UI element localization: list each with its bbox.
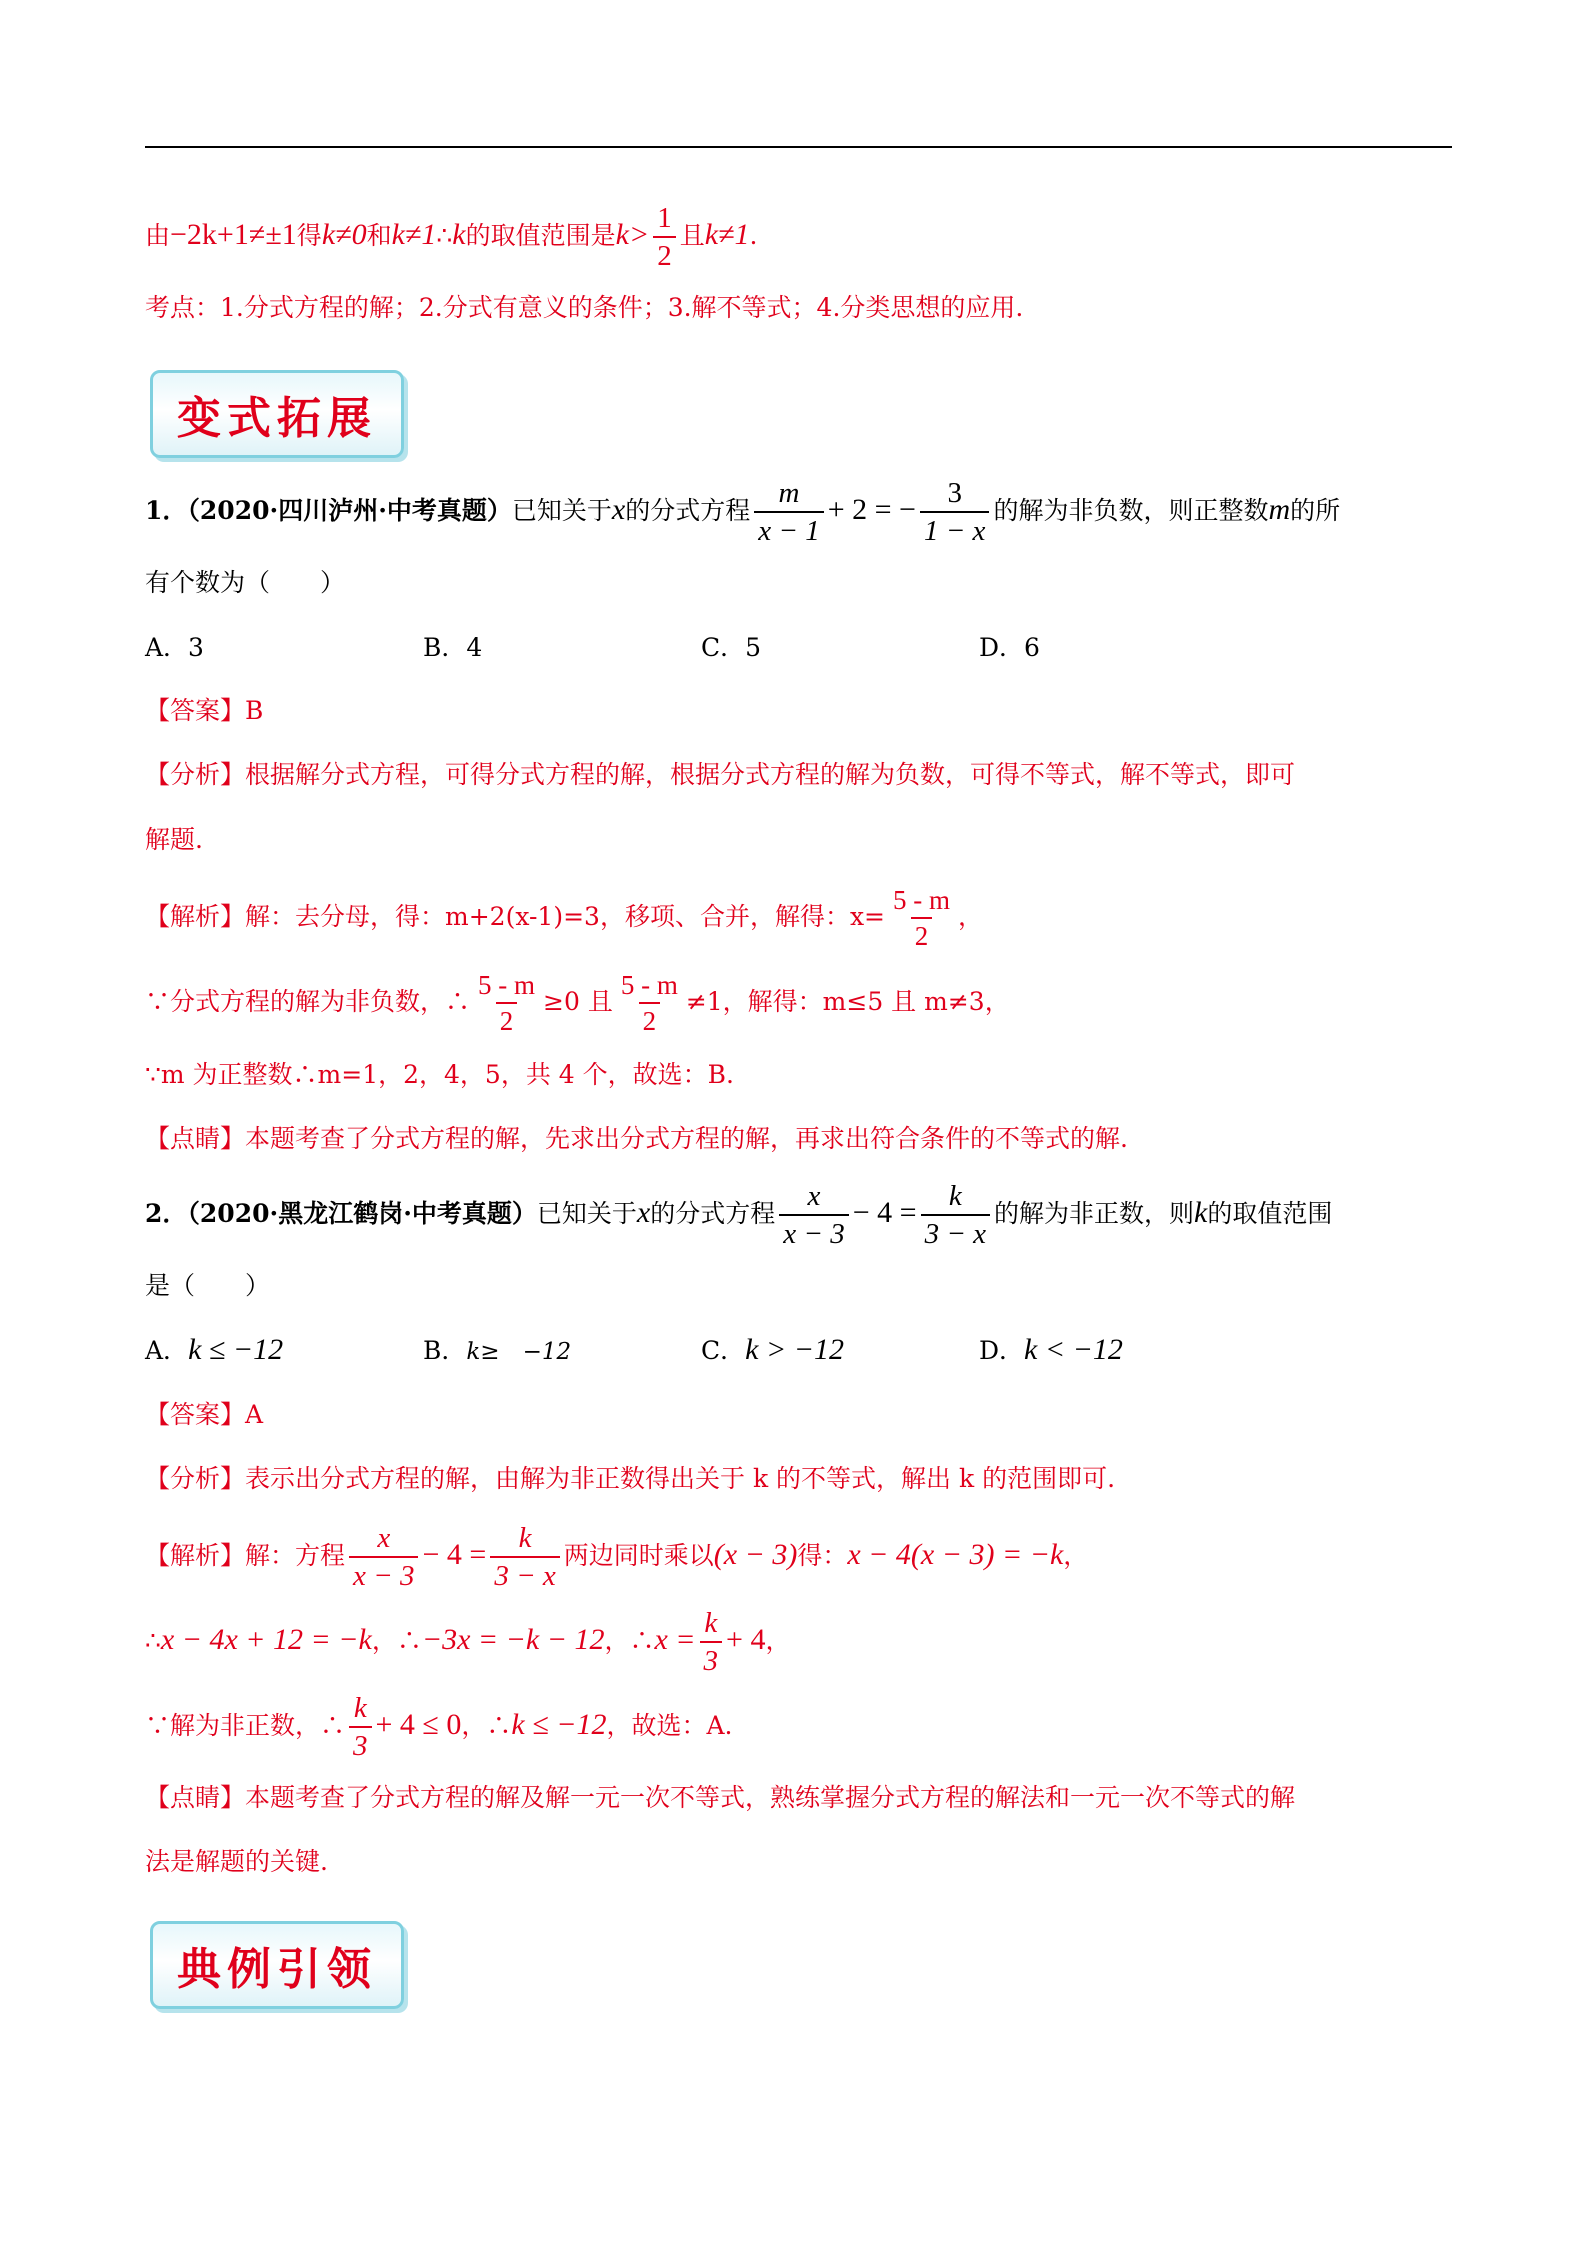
jiexi-expr: + 4 ≤ 0 [375,1708,462,1741]
jiexi-expr: k ≤ −12 [511,1708,607,1741]
q1-jiexi-fraction [617,972,682,1035]
q2-options [145,1332,1257,1372]
jiexi-text: ， [958,902,984,931]
q2-jiexi-line-1 [145,1515,1088,1595]
q1-jiexi-fraction [474,972,539,1035]
jiexi-text: 解：去分母，得：m+2(x-1)=3，移项、合并，解得：x= [245,902,885,931]
option-expr: k≥ −12 [466,1339,572,1365]
fraction-denominator: 3 [349,1726,372,1761]
dianjing-tag: 【点睛】 [145,1783,246,1812]
intro-text: . [749,221,758,250]
jiexi-text: 得： [797,1541,848,1570]
q2-jiexi-line-2 [145,1600,790,1680]
intro-expr: k≠1 [704,218,750,251]
banner-variant-extension: 变式拓展 [150,370,404,458]
q1-jiexi-line-1 [145,877,983,957]
fraction-numerator: k [518,1522,532,1554]
intro-expr: k [452,218,466,251]
jiexi-text: ， [1063,1541,1089,1570]
analysis-text: 表示出分式方程的解，由解为非正数得出关于 k 的不等式，解出 k 的范围即可. [245,1464,1116,1493]
q2-jiexi-fraction [349,1694,372,1761]
intro-text: 得 [296,221,322,250]
q2-jiexi-line-3 [145,1685,732,1765]
q2-analysis-line [145,1461,1115,1501]
jiexi-tag: 【解析】 [145,902,246,931]
jiexi-text: ，∴ [461,1711,512,1740]
answer-value: B [245,696,264,725]
q1-var: x [611,493,626,526]
jiexi-expr: −3x = −k − 12 [421,1623,605,1656]
q2-stem-line [145,1173,1332,1253]
jiexi-text: ，故选：A. [606,1711,733,1740]
q2-var: k [1194,1196,1208,1229]
q1-text: 已知关于 [511,496,612,525]
jiexi-expr: x − 4(x − 3) = −k [847,1538,1064,1571]
question-number: 2． [145,1199,188,1228]
q1-analysis-line [145,757,1295,797]
jiexi-text: ，∴ [604,1626,655,1655]
intro-text: 的取值范围是 [465,221,616,250]
fraction-numerator: 1 [657,202,672,234]
fraction-denominator: 2 [911,917,933,950]
option-c[interactable] [701,1332,979,1369]
option-d[interactable]: D．6 [979,633,1040,662]
option-a[interactable]: A．3 [145,633,204,662]
option-label: B． [423,1336,467,1365]
intro-text: 且 [679,221,705,250]
q2-text: 已知关于 [536,1199,637,1228]
fraction-numerator: m [778,477,800,509]
banner-typical-examples: 典例引领 [150,1921,404,2009]
jiexi-expr: (x − 3) [713,1538,798,1571]
fraction-denominator: 2 [639,1002,661,1035]
fraction-numerator: 5 - m [620,970,678,1000]
intro-expr: −2k+1≠±1 [170,218,297,251]
option-expr: k < −12 [1024,1333,1123,1366]
option-label: A． [145,1336,189,1365]
fraction-denominator: x − 1 [754,511,823,546]
q2-expr: − 4 = [852,1196,917,1229]
q1-fraction-2 [920,479,989,546]
dianjing-tag: 【点睛】 [145,1124,246,1153]
option-label: D． [979,1336,1025,1365]
fraction-denominator: 3 − x [490,1556,559,1591]
option-label: C． [701,1336,746,1365]
q2-text: 的分式方程 [650,1199,776,1228]
option-c[interactable]: C．5 [701,633,762,662]
fraction-denominator: 1 − x [920,511,989,546]
q2-fraction-2 [921,1182,990,1249]
q1-jiexi-fraction [889,887,954,950]
q1-stem-line-2: 有个数为（ ） [145,568,346,597]
analysis-tag: 【分析】 [145,760,246,789]
jiexi-expr: + 4 [726,1623,766,1656]
fraction-numerator: x [377,1522,391,1554]
intro-text: ∴ [436,221,453,250]
q2-text: 的取值范围 [1207,1199,1333,1228]
jiexi-text: ∵解为非正数，∴ [145,1711,346,1740]
q1-text: 的解为非负数，则正整数 [993,496,1269,525]
jiexi-text: ∴ [145,1626,161,1655]
q1-fraction-1 [754,479,823,546]
header-rule [145,146,1452,148]
jiexi-text: ≠1，解得：m≤5 且 m≠3， [685,987,1010,1016]
fraction-denominator: 2 [496,1002,518,1035]
analysis-tag: 【分析】 [145,1464,246,1493]
fraction-denominator: 3 − x [921,1214,990,1249]
dianjing-text: 本题考查了分式方程的解，先求出分式方程的解，再求出符合条件的不等式的解. [245,1124,1128,1153]
jiexi-text: ， [765,1626,791,1655]
fraction-denominator: 2 [653,236,676,271]
q2-fraction-1 [779,1182,848,1249]
q1-expr: + 2 = − [827,493,916,526]
q2-jiexi-fraction [700,1609,723,1676]
intro-expr: k> [615,218,650,251]
q1-text: 的分式方程 [625,496,751,525]
q1-jiexi-line-2 [145,962,1010,1042]
jiexi-text: ，∴ [371,1626,422,1655]
kaodian-line: 考点：1.分式方程的解；2.分式有意义的条件；3.解不等式；4.分类思想的应用. [145,293,1024,322]
q1-options [145,630,1257,670]
fraction-numerator: 5 - m [478,970,536,1000]
intro-expr: k≠1 [391,218,437,251]
q1-jiexi-line-3: ∵m 为正整数∴m=1，2，4，5，共 4 个，故选：B. [145,1060,734,1089]
option-a[interactable] [145,1332,423,1369]
jiexi-expr: x = [654,1623,696,1656]
intro-text: 由 [145,221,171,250]
fraction-numerator: k [704,1607,718,1639]
q2-jiexi-fraction [490,1524,559,1591]
q1-analysis-line-2: 解题. [145,825,203,854]
question-source: （2020·四川泸州·中考真题） [187,496,512,525]
jiexi-text: ≥0 且 [543,987,613,1016]
jiexi-expr: − 4 = [422,1538,487,1571]
q2-text: 的解为非正数，则 [994,1199,1195,1228]
answer-tag: 【答案】 [145,696,246,725]
jiexi-text: 解：方程 [245,1541,346,1570]
answer-tag: 【答案】 [145,1400,246,1429]
answer-value: A [245,1400,264,1429]
fraction-numerator: 3 [947,477,962,509]
q1-dianjing-line [145,1121,1128,1161]
analysis-text: 根据解分式方程，可得分式方程的解，根据分式方程的解为负数，可得不等式，解不等式，即可 [245,760,1296,789]
q2-answer-line [145,1397,263,1437]
q1-answer-line [145,693,263,733]
q2-stem-line-2: 是（ ） [145,1271,271,1300]
jiexi-expr: x − 4x + 12 = −k [160,1623,372,1656]
option-expr: k ≤ −12 [188,1333,284,1366]
intro-conclusion-line [145,195,757,275]
jiexi-text: ∵分式方程的解为非负数，∴ [145,987,471,1016]
q1-stem-line [145,470,1340,550]
option-b[interactable] [423,1333,701,1370]
question-number: 1． [145,496,188,525]
jiexi-tag: 【解析】 [145,1541,246,1570]
fraction-numerator: 5 - m [893,885,950,915]
intro-text: 和 [366,221,392,250]
fraction-numerator: x [807,1180,821,1212]
jiexi-text: 两边同时乘以 [563,1541,714,1570]
intro-expr: k≠0 [321,218,367,251]
q2-dianjing-line-2: 法是解题的关键. [145,1847,328,1876]
q2-jiexi-fraction [349,1524,418,1591]
fraction-numerator: k [948,1180,962,1212]
q1-var: m [1268,493,1291,526]
option-d[interactable] [979,1332,1257,1369]
q2-dianjing-line [145,1780,1295,1820]
question-source: （2020·黑龙江鹤岗·中考真题） [187,1199,537,1228]
fraction-one-half [653,204,676,271]
option-expr: k > −12 [745,1333,844,1366]
fraction-denominator: 3 [700,1641,723,1676]
dianjing-text: 本题考查了分式方程的解及解一元一次不等式，熟练掌握分式方程的解法和一元一次不等式的解 [245,1783,1296,1812]
fraction-numerator: k [353,1692,367,1724]
fraction-denominator: x − 3 [779,1214,848,1249]
q1-text: 的所 [1290,496,1341,525]
q2-var: x [636,1196,651,1229]
option-b[interactable]: B．4 [423,633,483,662]
fraction-denominator: x − 3 [349,1556,418,1591]
